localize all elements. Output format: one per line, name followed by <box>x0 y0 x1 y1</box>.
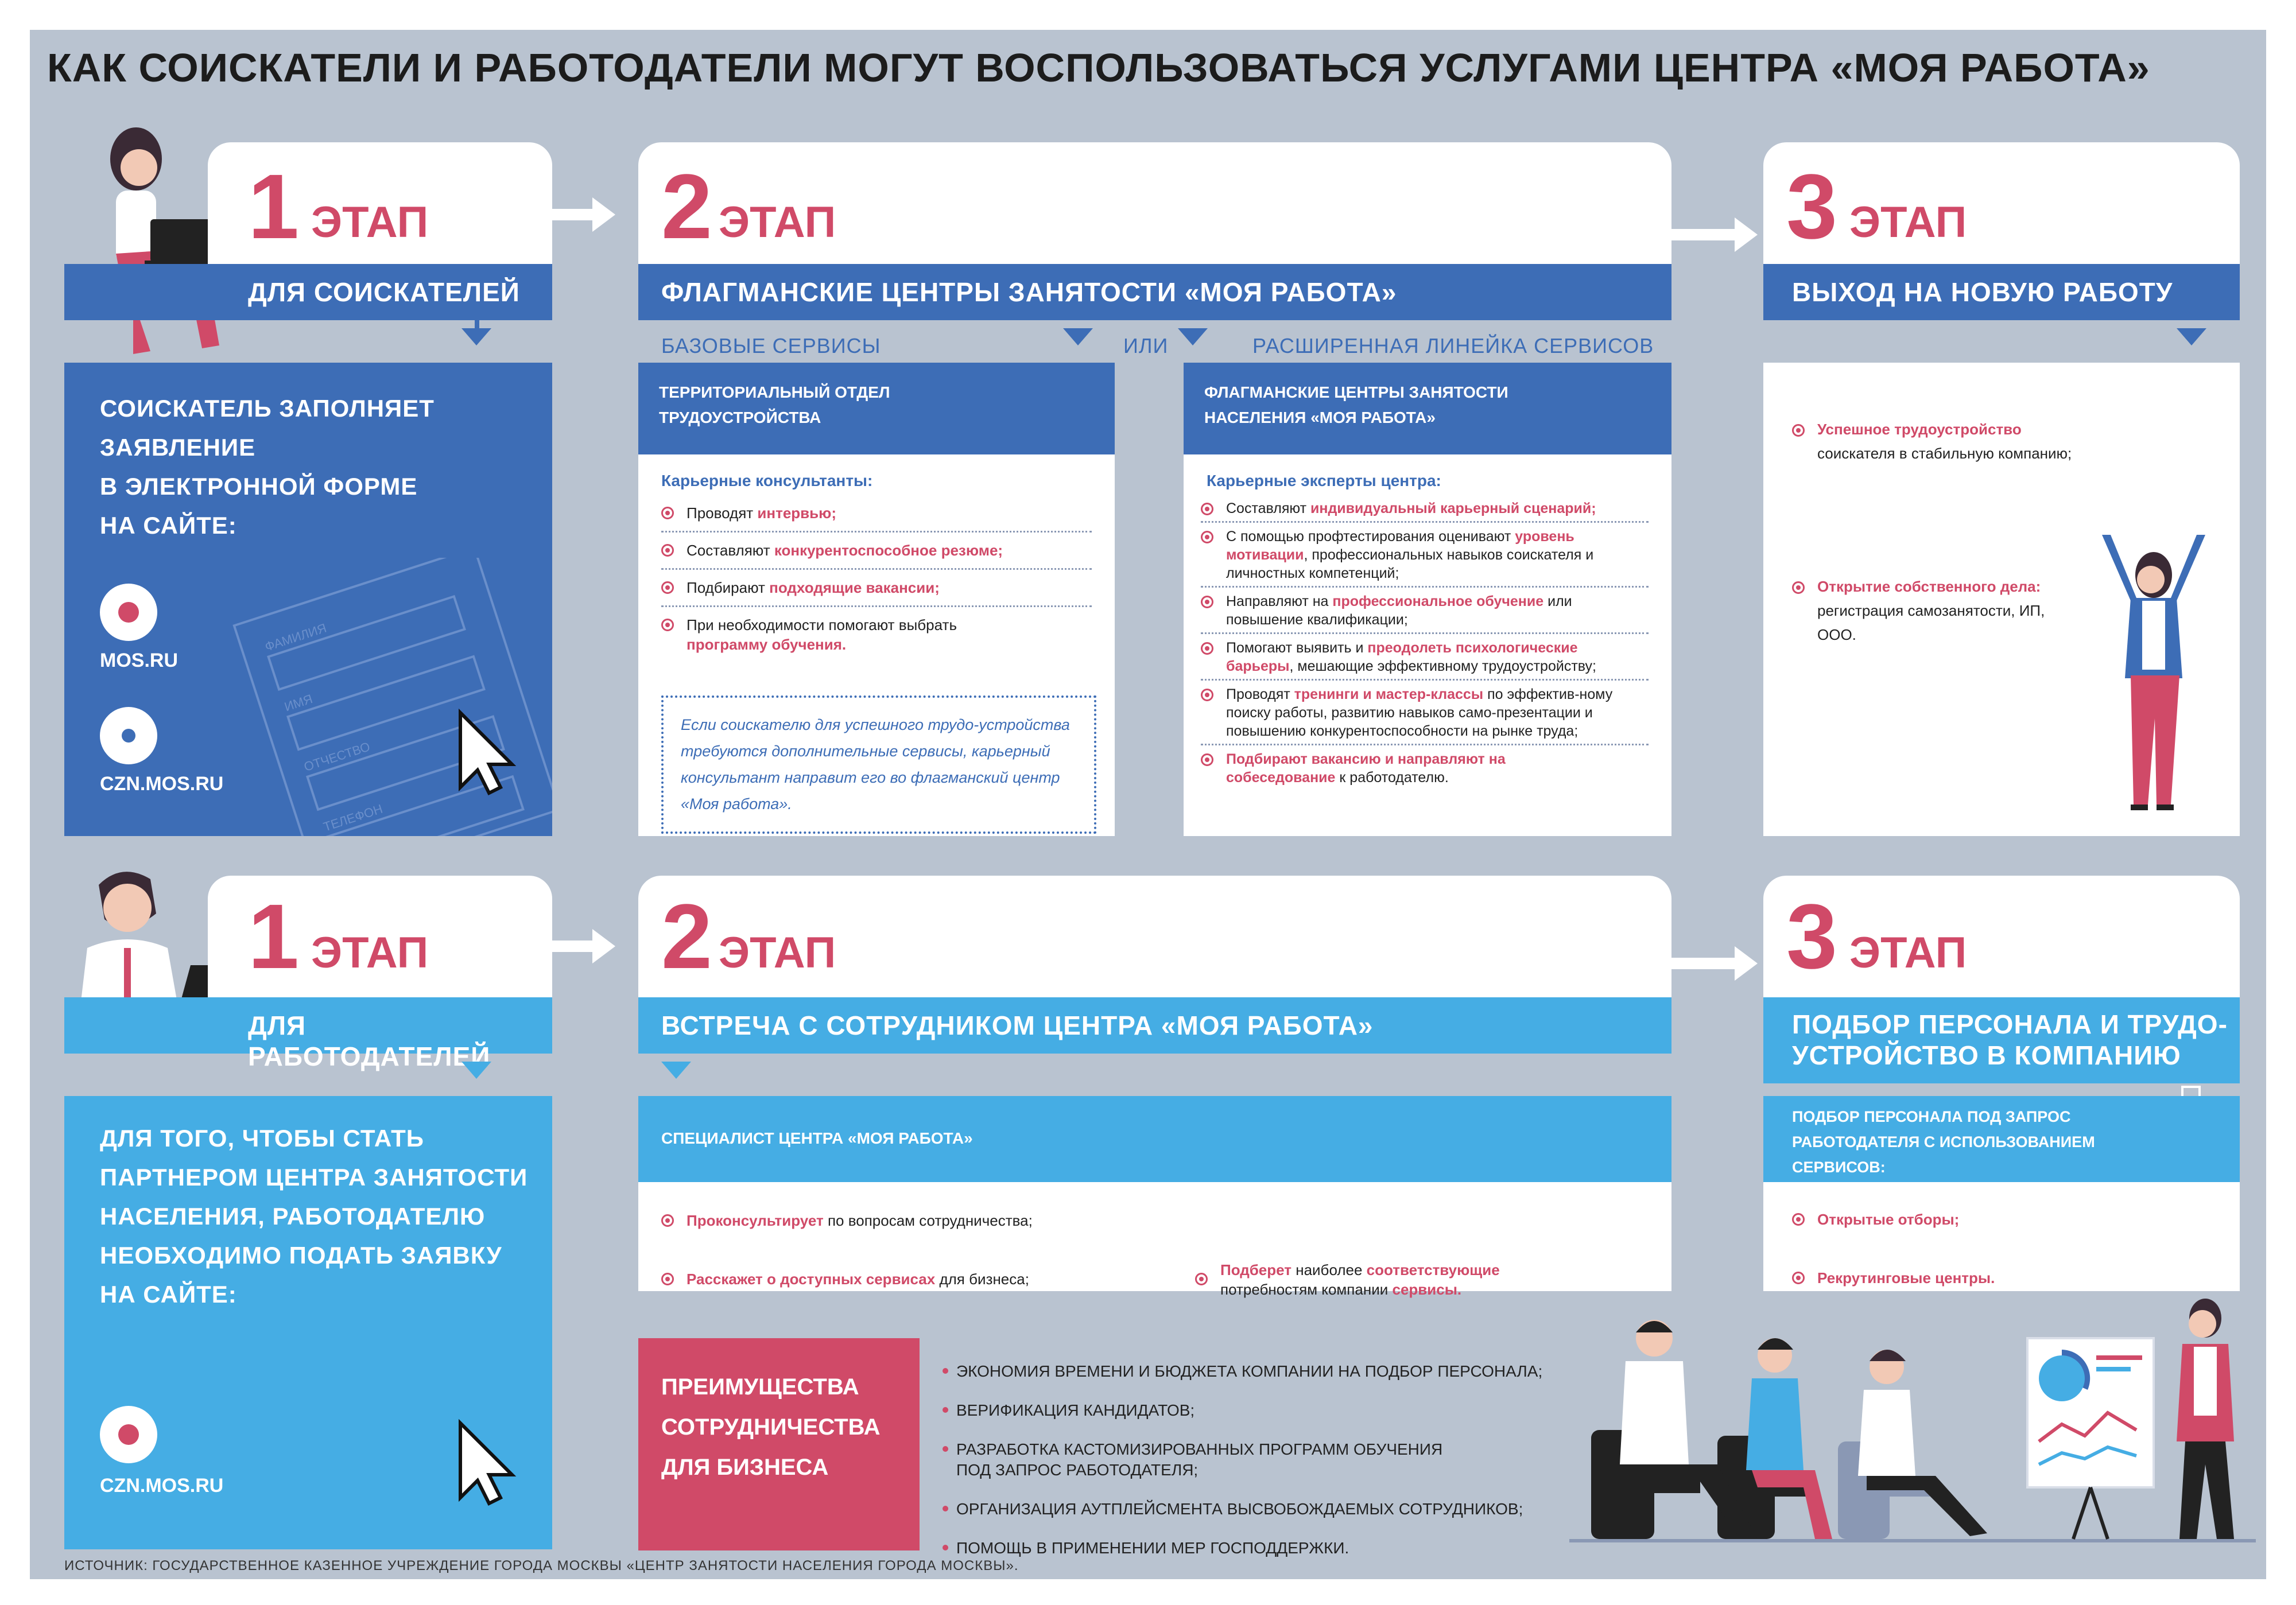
advantages-title-line3: ДЛЯ БИЗНЕСА <box>661 1455 829 1480</box>
stage3-band-text: ВЫХОД НА НОВУЮ РАБОТУ <box>1792 277 2173 307</box>
stage3-employers-band-line2: УСТРОЙСТВО В КОМПАНИЮ <box>1792 1040 2181 1070</box>
stage2-band-text: ФЛАГМАНСКИЕ ЦЕНТРЫ ЗАНЯТОСТИ «МОЯ РАБОТА» <box>661 277 1397 307</box>
stage1-band-text: ДЛЯ СОИСКАТЕЛЕЙ <box>248 277 520 307</box>
source-note: ИСТОЧНИК: ГОСУДАРСТВЕННОЕ КАЗЕННОЕ УЧРЕЖДЕНИЕ ГОРОДА МОСКВЫ «ЦЕНТР ЗАНЯТОСТИ НАСЕЛЕНИЯ ГОРОДА МОСКВЫ». <box>64 1558 1019 1573</box>
flagship-centers-head <box>1184 363 1671 454</box>
stage3-number: 3 <box>1786 155 1837 258</box>
site-radio-mos[interactable] <box>100 584 157 641</box>
site-czn-mos-ru[interactable]: CZN.MOS.RU <box>100 1475 224 1497</box>
list-item: Расскажет о доступных сервисах для бизнеса; <box>661 1269 1694 1289</box>
stage2-number: 2 <box>661 155 712 258</box>
basic-services-label: БАЗОВЫЕ СЕРВИСЫ <box>661 334 881 357</box>
recruitment-head-line1: ПОДБОР ПЕРСОНАЛА ПОД ЗАПРОС <box>1792 1108 2071 1125</box>
seekers-apply-box <box>64 363 552 836</box>
stage1-band <box>64 264 552 320</box>
employers-apply-line5: НА САЙТЕ: <box>100 1281 237 1308</box>
down-arrow-icon <box>1063 328 1093 345</box>
extended-services-label: РАСШИРЕННАЯ ЛИНЕЙКА СЕРВИСОВ <box>1252 334 1654 357</box>
form-field-phone: ТЕЛЕФОН <box>321 801 385 834</box>
list-item: Подбирают подходящие вакансии; <box>661 578 1092 607</box>
list-item: С помощью профтестирования оценивают уровень мотивации, профессиональных навыков соискателя и личностных компетенций; <box>1201 527 1649 588</box>
flagship-centers-head-line1: ФЛАГМАНСКИЕ ЦЕНТРЫ ЗАНЯТОСТИ <box>1204 383 1508 401</box>
site-czn-mos-ru[interactable]: CZN.MOS.RU <box>100 773 224 795</box>
seekers-apply-line4: НА САЙТЕ: <box>100 512 237 539</box>
territorial-office-card <box>638 363 1115 836</box>
stage3-number: 3 <box>1786 885 1837 988</box>
employers-apply-line3: НАСЕЛЕНИЯ, РАБОТОДАТЕЛЮ <box>100 1203 486 1230</box>
stage2-label: ЭТАП <box>719 198 836 247</box>
recruitment-head-line2: РАБОТОДАТЕЛЯ С ИСПОЛЬЗОВАНИЕМ <box>1792 1133 2095 1151</box>
meeting-illustration <box>1568 1292 2257 1568</box>
list-item: РАЗРАБОТКА КАСТОМИЗИРОВАННЫХ ПРОГРАММ ОБУЧЕНИЯ ПОД ЗАПРОС РАБОТОДАТЕЛЯ; <box>943 1439 1542 1480</box>
advantages-list <box>943 1361 1542 1559</box>
stage2-label: ЭТАП <box>719 928 836 977</box>
stage3-label: ЭТАП <box>1849 198 1967 247</box>
employers-apply-line2: ПАРТНЕРОМ ЦЕНТРА ЗАНЯТОСТИ <box>100 1164 528 1191</box>
stage1-label: ЭТАП <box>311 928 429 977</box>
stage2-number: 2 <box>661 885 712 988</box>
infographic <box>30 30 2266 1579</box>
list-item: Подберет наиболее соответствующие потребностям компании сервисы. <box>1195 1260 1542 1299</box>
list-item: Проконсультирует по вопросам сотрудничества; <box>661 1211 1694 1230</box>
territorial-office-head <box>638 363 1115 454</box>
flagship-centers-head-line2: НАСЕЛЕНИЯ «МОЯ РАБОТА» <box>1204 409 1436 426</box>
list-item: Подбирают вакансию и направляют на собеседование к работодателю. <box>1201 750 1548 787</box>
stage2-employers-band <box>638 997 1671 1054</box>
form-field-surname: ФАМИЛИЯ <box>263 620 328 654</box>
consultant-list <box>661 503 1092 654</box>
list-item: Составляют конкурентоспособное резюме; <box>661 541 1092 570</box>
list-item: Составляют индивидуальный карьерный сценарий; <box>1201 499 1649 523</box>
list-item: Рекрутинговые центры. <box>1792 1268 2266 1288</box>
right-arrow-icon <box>552 928 615 965</box>
form-field-patronymic: ОТЧЕСТВО <box>302 739 372 774</box>
specialist-card <box>638 1096 1671 1298</box>
employers-apply-line1: ДЛЯ ТОГО, ЧТОБЫ СТАТЬ <box>100 1125 424 1152</box>
stage2-employers-band-text: ВСТРЕЧА С СОТРУДНИКОМ ЦЕНТРА «МОЯ РАБОТА» <box>661 1011 1374 1040</box>
stage3-employers-band <box>1763 997 2240 1083</box>
list-item: Открытые отборы; <box>1792 1210 2266 1229</box>
down-arrow-icon <box>2177 328 2206 345</box>
note-box: Если соискателю для успешного трудо-устройства требуются дополнительные сервисы, карьерный консультант направит его во флагманский центр «Моя работа». <box>661 695 1096 834</box>
right-arrow-icon <box>1671 945 1763 982</box>
down-arrow-icon <box>1178 328 1208 345</box>
or-label: ИЛИ <box>1123 334 1169 357</box>
advantages-title-box <box>638 1338 920 1550</box>
flagship-centers-card <box>1184 363 1671 836</box>
seekers-apply-text <box>100 389 435 545</box>
site-mos-ru[interactable]: MOS.RU <box>100 650 178 671</box>
list-item: ПОМОЩЬ В ПРИМЕНЕНИИ МЕР ГОСПОДДЕРЖКИ. <box>943 1538 1542 1559</box>
celebrating-woman-illustration <box>2085 535 2228 833</box>
list-item: Проводят интервью; <box>661 503 1092 533</box>
seekers-apply-line2: ЗАЯВЛЕНИЕ <box>100 434 256 461</box>
stage1-employers-band-text: ДЛЯ РАБОТОДАТЕЛЕЙ <box>248 1011 491 1071</box>
list-item: Открытие собственного дела: регистрация самозанятости, ИП, ООО. <box>1792 574 2076 647</box>
territorial-office-head-line2: ТРУДОУСТРОЙСТВА <box>659 409 821 426</box>
form-field-name: ИМЯ <box>282 691 315 714</box>
career-experts-label: Карьерные эксперты центра: <box>1207 472 1441 489</box>
right-arrow-icon <box>1671 216 1763 253</box>
right-arrow-icon <box>552 196 615 233</box>
stage1-number: 1 <box>248 885 299 988</box>
down-arrow-icon <box>461 328 491 345</box>
employers-apply-line4: НЕОБХОДИМО ПОДАТЬ ЗАЯВКУ <box>100 1242 502 1269</box>
list-item: ВЕРИФИКАЦИЯ КАНДИДАТОВ; <box>943 1400 1542 1421</box>
list-item: При необходимости помогают выбрать программу обучения. <box>661 615 1008 654</box>
list-item: Проводят тренинги и мастер-классы по эффектив-ному поиску работы, развитию навыков само-презентации и повышению конкурентоспособности на рынке труда; <box>1201 685 1649 745</box>
seekers-apply-line1: СОИСКАТЕЛЬ ЗАПОЛНЯЕТ <box>100 395 435 422</box>
seekers-apply-line3: В ЭЛЕКТРОННОЙ ФОРМЕ <box>100 473 418 500</box>
site-radio-czn[interactable] <box>100 1406 157 1463</box>
list-item: Помогают выявить и преодолеть психологические барьеры, мешающие эффективному трудоустройству; <box>1201 639 1649 681</box>
list-item: Направляют на профессиональное обучение или повышение квалификации; <box>1201 592 1649 634</box>
advantages-title-line2: СОТРУДНИЧЕСТВА <box>661 1414 881 1440</box>
list-item: ЭКОНОМИЯ ВРЕМЕНИ И БЮДЖЕТА КОМПАНИИ НА ПОДБОР ПЕРСОНАЛА; <box>943 1361 1542 1382</box>
stage3-label: ЭТАП <box>1849 928 1967 977</box>
recruitment-head-line3: СЕРВИСОВ: <box>1792 1159 1886 1176</box>
recruitment-card <box>1763 1096 2240 1291</box>
career-consultants-label: Карьерные консультанты: <box>661 472 873 489</box>
page-title: КАК СОИСКАТЕЛИ И РАБОТОДАТЕЛИ МОГУТ ВОСПОЛЬЗОВАТЬСЯ УСЛУГАМИ ЦЕНТРА «МОЯ РАБОТА» <box>47 45 2150 90</box>
cursor-icon <box>455 1417 518 1509</box>
stage1-number: 1 <box>248 155 299 258</box>
site-radio-czn[interactable] <box>100 707 157 764</box>
list-item: ОРГАНИЗАЦИЯ АУТПЛЕЙСМЕНТА ВЫСВОБОЖДАЕМЫХ СОТРУДНИКОВ; <box>943 1499 1542 1519</box>
stage3-employers-band-text <box>1792 1009 2228 1071</box>
advantages-title <box>661 1367 880 1487</box>
employers-apply-box <box>64 1096 552 1549</box>
stage1-label: ЭТАП <box>311 198 429 247</box>
employers-apply-text <box>100 1119 528 1314</box>
specialist-head: СПЕЦИАЛИСТ ЦЕНТРА «МОЯ РАБОТА» <box>661 1129 973 1147</box>
down-arrow-icon <box>661 1062 691 1079</box>
new-job-card <box>1763 363 2240 836</box>
advantages-title-line1: ПРЕИМУЩЕСТВА <box>661 1374 859 1400</box>
recruitment-head <box>1792 1104 2095 1180</box>
stage1-employers-band <box>64 997 552 1071</box>
cursor-icon <box>455 707 518 799</box>
stage2-band <box>638 264 1671 320</box>
stage3-band <box>1763 264 2240 320</box>
down-arrow-stem <box>475 317 479 331</box>
list-item: Успешное трудоустройство соискателя в стабильную компанию; <box>1792 417 2104 465</box>
down-arrow-icon <box>461 1062 491 1079</box>
territorial-office-head-line1: ТЕРРИТОРИАЛЬНЫЙ ОТДЕЛ <box>659 383 890 401</box>
stage3-employers-band-line1: ПОДБОР ПЕРСОНАЛА И ТРУДО- <box>1792 1009 2228 1039</box>
experts-list <box>1201 499 1649 787</box>
